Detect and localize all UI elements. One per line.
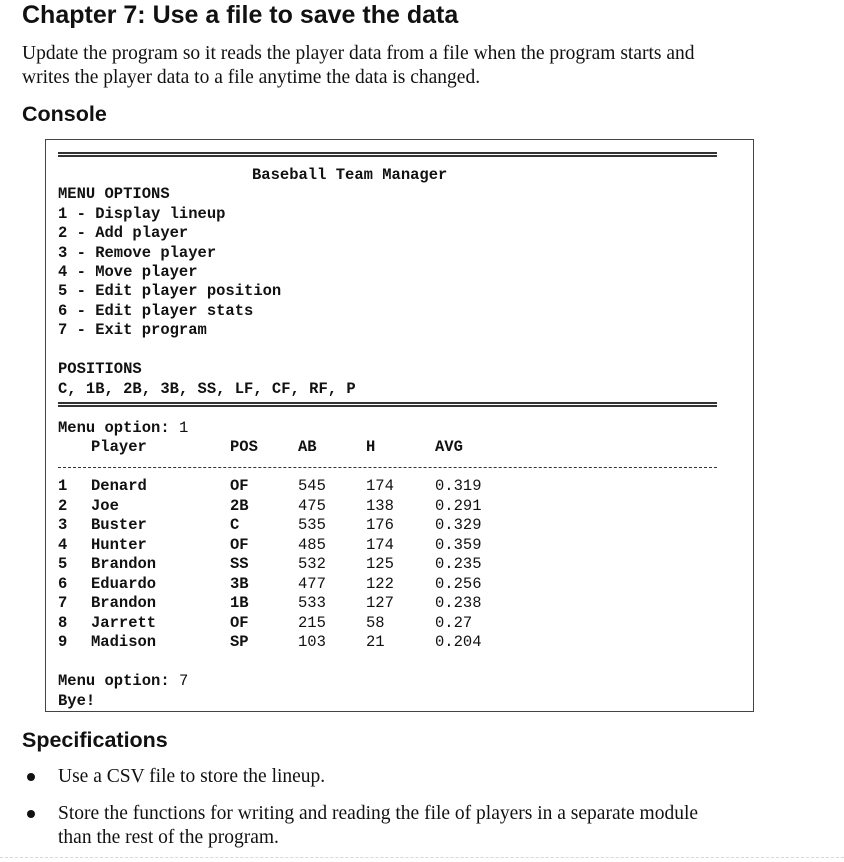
intro-line: writes the player data to a file anytime the data is changed. xyxy=(22,67,481,88)
player-ab: 535 xyxy=(298,516,326,534)
player-pos: OF xyxy=(230,477,249,495)
player-h: 176 xyxy=(366,516,394,534)
row-number: 9 xyxy=(58,633,68,651)
player-pos: SP xyxy=(230,633,249,651)
col-header-avg: AVG xyxy=(435,438,463,456)
prompt-input: 7 xyxy=(178,672,189,690)
row-number: 5 xyxy=(58,555,68,573)
player-avg: 0.256 xyxy=(435,574,482,593)
row-number: 4 xyxy=(58,535,68,554)
player-h: 174 xyxy=(366,535,394,554)
player-h: 125 xyxy=(366,555,394,573)
player-pos: 1B xyxy=(230,594,249,612)
console-heading: Console xyxy=(22,102,107,126)
prompt-label: Menu option: xyxy=(58,672,170,690)
page-edge-rule xyxy=(0,857,844,858)
menu-prompt xyxy=(58,672,188,690)
player-ab: 485 xyxy=(298,535,326,554)
double-rule xyxy=(58,152,717,157)
player-pos: 2B xyxy=(230,496,249,515)
player-avg: 0.204 xyxy=(435,633,482,651)
player-ab: 103 xyxy=(298,633,326,651)
player-name: Denard xyxy=(91,477,147,495)
spec-line: Use a CSV file to store the lineup. xyxy=(58,766,326,787)
player-h: 138 xyxy=(366,496,394,515)
row-number: 1 xyxy=(58,477,68,495)
row-number: 3 xyxy=(58,516,68,534)
col-header-player: Player xyxy=(91,438,147,456)
player-h: 58 xyxy=(366,613,385,632)
row-number: 8 xyxy=(58,613,68,632)
row-number: 7 xyxy=(58,594,68,612)
player-h: 127 xyxy=(366,594,394,612)
player-avg: 0.319 xyxy=(435,477,482,495)
double-rule xyxy=(58,402,717,407)
menu-item: 2 - Add player xyxy=(58,224,189,242)
prompt-input: 1 xyxy=(178,419,189,437)
specifications-heading: Specifications xyxy=(22,728,168,752)
farewell-text: Bye! xyxy=(58,692,96,710)
bullet-icon xyxy=(27,810,35,818)
player-name: Brandon xyxy=(91,555,157,573)
dashed-rule xyxy=(58,467,717,468)
player-name: Madison xyxy=(91,633,157,651)
prompt-label: Menu option: xyxy=(58,419,170,437)
player-ab: 532 xyxy=(298,555,326,573)
player-avg: 0.329 xyxy=(435,516,482,534)
player-avg: 0.235 xyxy=(435,555,482,573)
menu-prompt xyxy=(58,419,188,437)
positions-heading: POSITIONS xyxy=(58,360,142,378)
player-name: Buster xyxy=(91,516,147,534)
player-pos: C xyxy=(230,516,240,534)
row-number: 2 xyxy=(58,496,68,515)
player-name: Eduardo xyxy=(91,574,157,593)
player-avg: 0.291 xyxy=(435,496,482,515)
col-header-ab: AB xyxy=(298,438,317,456)
player-pos: SS xyxy=(230,555,249,573)
player-name: Brandon xyxy=(91,594,157,612)
player-ab: 215 xyxy=(298,613,326,632)
spec-item xyxy=(58,765,818,789)
row-number: 6 xyxy=(58,574,68,593)
col-header-h: H xyxy=(366,438,376,456)
chapter-title: Chapter 7: Use a file to save the data xyxy=(22,1,459,29)
player-ab: 533 xyxy=(298,594,326,612)
spec-line: Store the functions for writing and reading the file of players in a separate module xyxy=(58,803,699,824)
player-avg: 0.238 xyxy=(435,594,482,612)
player-name: Jarrett xyxy=(91,613,157,632)
bullet-icon xyxy=(27,773,35,781)
intro-paragraph xyxy=(22,42,822,90)
player-h: 122 xyxy=(366,574,394,593)
menu-heading: MENU OPTIONS xyxy=(58,185,170,203)
spec-item xyxy=(58,802,818,850)
menu-item: 1 - Display lineup xyxy=(58,205,226,223)
menu-item: 4 - Move player xyxy=(58,263,198,281)
player-pos: OF xyxy=(230,613,249,632)
menu-item: 5 - Edit player position xyxy=(58,282,282,300)
player-ab: 545 xyxy=(298,477,326,495)
player-ab: 475 xyxy=(298,496,326,515)
menu-item: 7 - Exit program xyxy=(58,321,207,339)
console-output xyxy=(45,139,754,712)
spec-line: than the rest of the program. xyxy=(58,827,279,848)
positions-list: C, 1B, 2B, 3B, SS, LF, CF, RF, P xyxy=(58,380,356,398)
player-ab: 477 xyxy=(298,574,326,593)
player-name: Hunter xyxy=(91,535,147,554)
menu-item: 6 - Edit player stats xyxy=(58,302,254,320)
col-header-pos: POS xyxy=(230,438,258,456)
player-pos: 3B xyxy=(230,574,249,593)
app-title: Baseball Team Manager xyxy=(252,166,448,184)
player-pos: OF xyxy=(230,535,249,554)
player-h: 21 xyxy=(366,633,385,651)
intro-line: Update the program so it reads the player data from a file when the program starts and xyxy=(22,43,695,64)
player-avg: 0.27 xyxy=(435,613,473,632)
player-avg: 0.359 xyxy=(435,535,482,554)
player-h: 174 xyxy=(366,477,394,495)
menu-item: 3 - Remove player xyxy=(58,244,217,262)
player-name: Joe xyxy=(91,496,119,515)
